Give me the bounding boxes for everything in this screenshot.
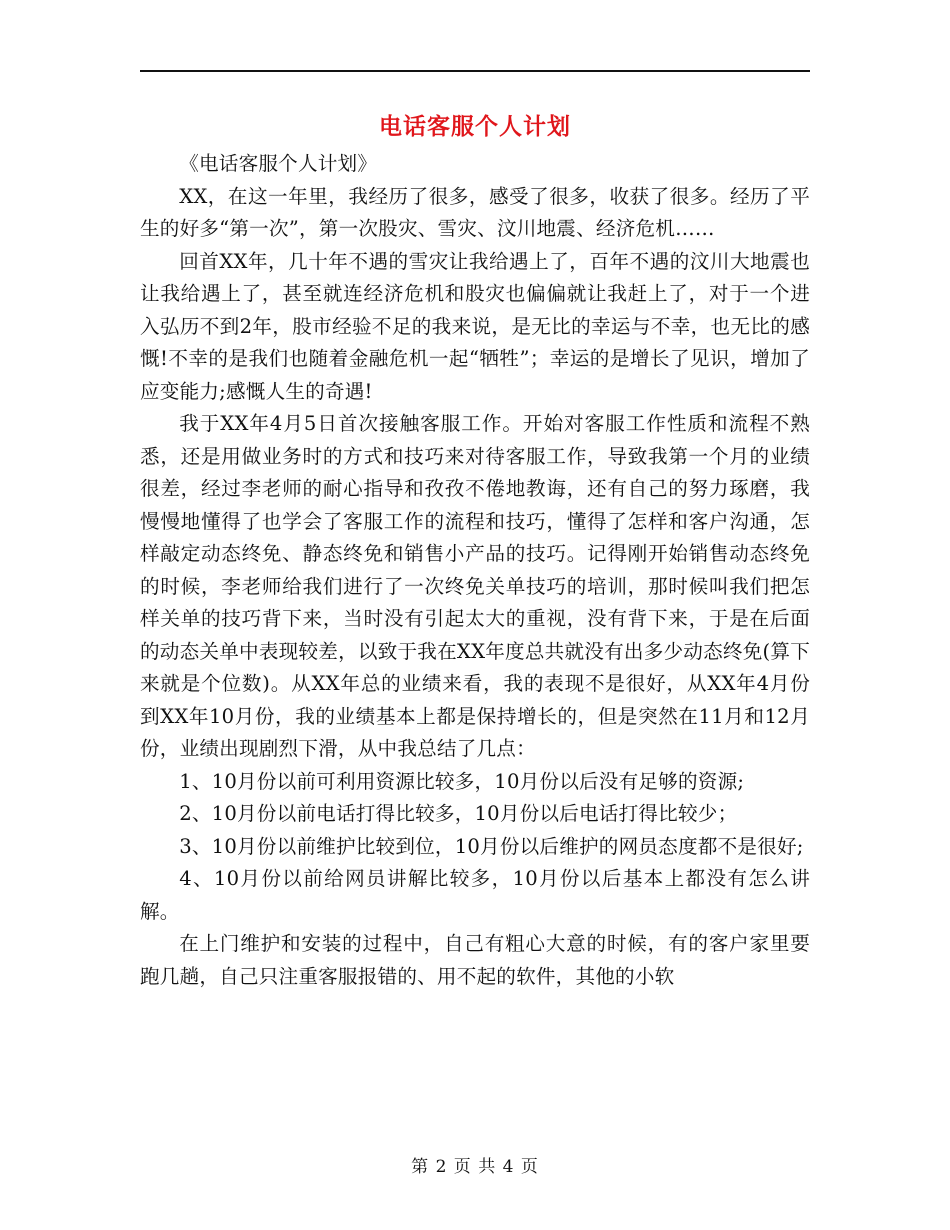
- document-body: [140, 148, 810, 993]
- paragraph: 回首XX年，几十年不遇的雪灾让我给遇上了，百年不遇的汶川大地震也让我给遇上了，甚至就连经济危机和股灾也偏偏就让我赶上了，对于一个进入弘历不到2年，股市经验不足的我来说，是无比的幸运与不幸，也无比的感慨!不幸的是我们也随着金融危机一起“牺牲”；幸运的是增长了见识，增加了应变能力;感慨人生的奇遇!: [140, 249, 810, 403]
- paragraph: 《电话客服个人计划》: [179, 152, 378, 175]
- list-item: 4、10月份以前给网员讲解比较多，10月份以后基本上都没有怎么讲解。: [140, 867, 810, 923]
- paragraph: 在上门维护和安装的过程中，自己有粗心大意的时候，有的客户家里要跑几趟，自己只注重客服报错的、用不起的软件，其他的小软: [140, 932, 810, 988]
- list-item: 1、10月份以前可利用资源比较多，10月份以后没有足够的资源;: [179, 769, 745, 793]
- paragraph: 我于XX年4月5日首次接触客服工作。开始对客服工作性质和流程不熟悉，还是用做业务时的方式和技巧来对待客服工作，导致我第一个月的业绩很差，经过李老师的耐心指导和孜孜不倦地教诲，还有自己的努力琢磨，我慢慢地懂得了也学会了客服工作的流程和技巧，懂得了怎样和客户沟通，怎样敲定动态终免、静态终免和销售小产品的技巧。记得刚开始销售动态终免的时候，李老师给我们进行了一次终免关单技巧的培训，那时候叫我们把怎样关单的技巧背下来，当时没有引起太大的重视，没有背下来，于是在后面的动态关单中表现较差，以致于我在XX年度总共就没有出多少动态终免(算下来就是个位数)。从XX年总的业绩来看，我的表现不是很好，从XX年4月份到XX年10月份，我的业绩基本上都是保持增长的，但是突然在11月和12月份，业绩出现剧烈下滑，从中我总结了几点：: [140, 412, 810, 760]
- list-item: 3、10月份以前维护比较到位，10月份以后维护的网员态度都不是很好;: [179, 834, 804, 858]
- document-title: 电话客服个人计划: [379, 113, 571, 140]
- page-number-footer: 第 2 页 共 4 页: [411, 1157, 539, 1177]
- header-rule: [140, 70, 810, 72]
- list-item: 2、10月份以前电话打得比较多，10月份以后电话打得比较少；: [179, 802, 738, 825]
- paragraph: XX，在这一年里，我经历了很多，感受了很多，收获了很多。经历了平生的好多“第一次”，第一次股灾、雪灾、汶川地震、经济危机……: [140, 184, 810, 240]
